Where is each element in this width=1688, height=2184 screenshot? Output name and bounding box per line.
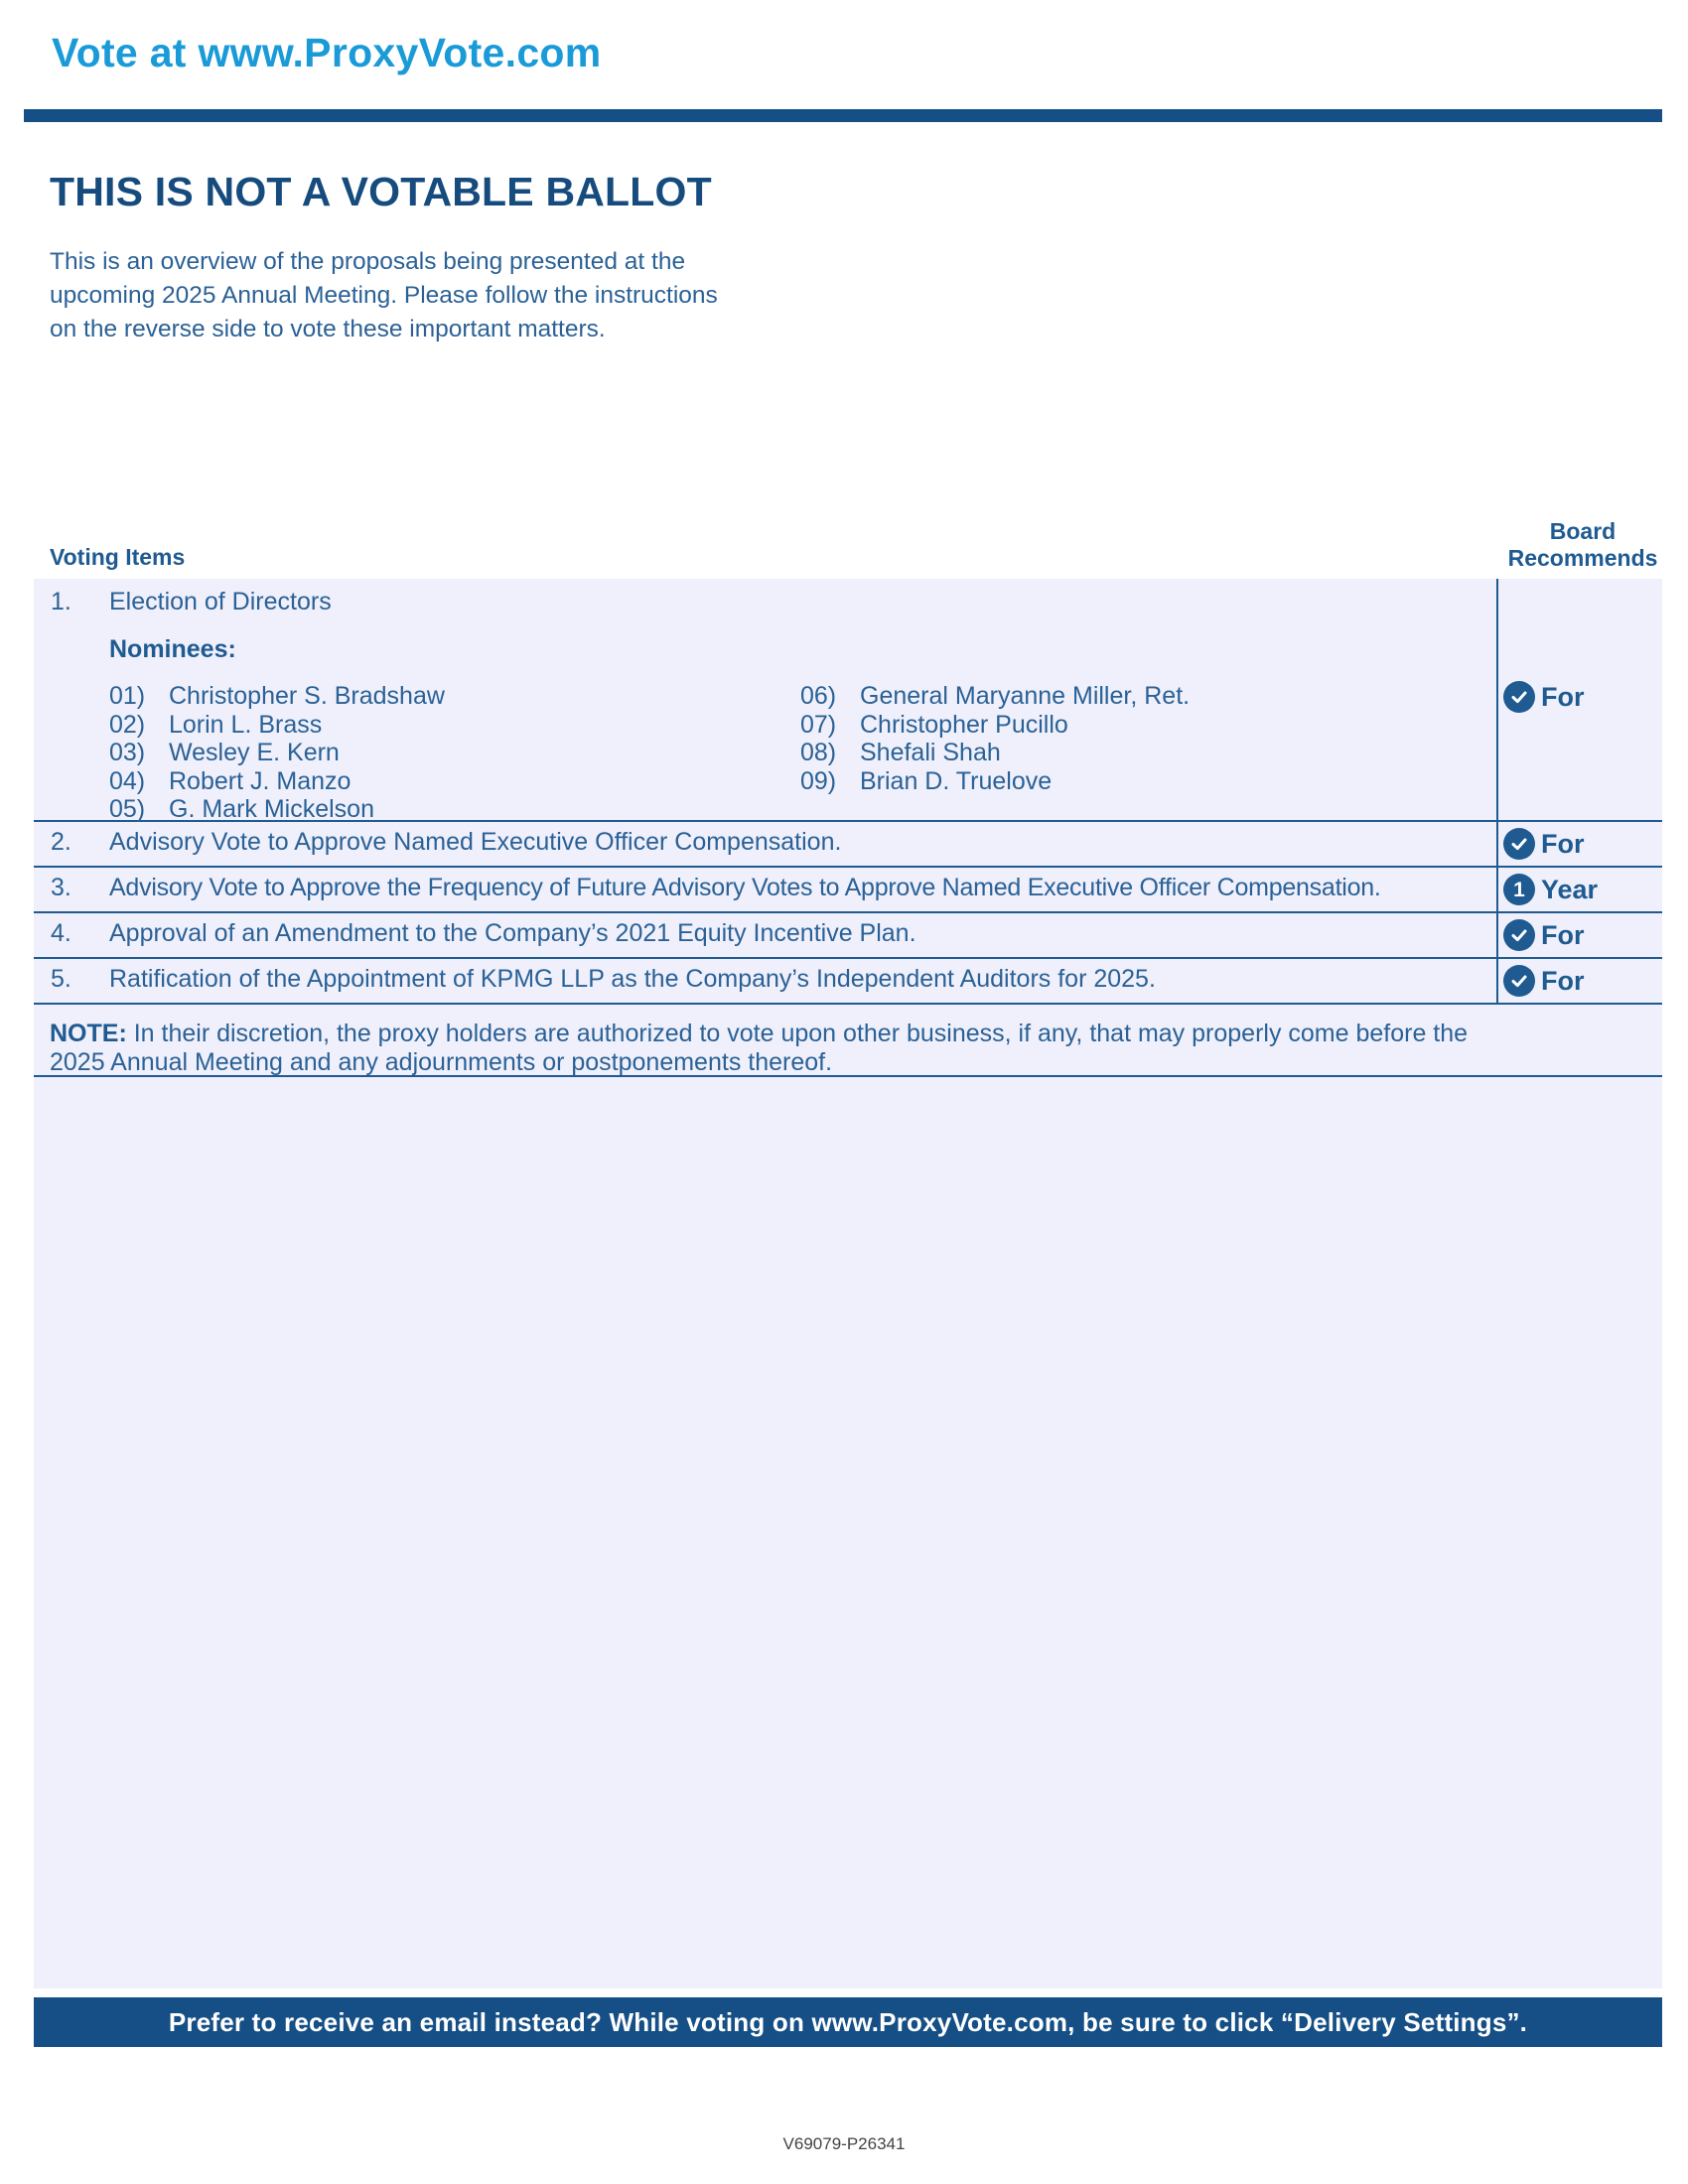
item-text: Election of Directors xyxy=(109,588,332,615)
item-number: 5. xyxy=(51,965,71,993)
nominee xyxy=(800,711,1190,740)
intro-paragraph xyxy=(50,245,824,346)
delivery-settings-banner xyxy=(34,1997,1662,2047)
nominees-list-left xyxy=(109,682,445,824)
nominee-number: 09) xyxy=(800,766,837,795)
nominee-name: Christopher S. Bradshaw xyxy=(169,682,445,710)
column-divider xyxy=(1496,913,1498,957)
note-paragraph xyxy=(50,1020,1509,1077)
nominee xyxy=(109,767,445,796)
voting-item-row-1 xyxy=(34,579,1662,822)
nominee-number: 01) xyxy=(109,682,146,710)
board-recommendation xyxy=(1503,919,1585,951)
voting-items-header: Voting Items xyxy=(50,544,186,570)
number-one-circle-icon: 1 xyxy=(1503,874,1535,905)
voting-items-table xyxy=(34,579,1662,1988)
nominees-list-right xyxy=(800,682,1190,795)
voting-item-row-2 xyxy=(34,822,1662,868)
nominee-name: Robert J. Manzo xyxy=(169,766,352,795)
board-recommendation xyxy=(1503,874,1598,905)
recommendation-text: Year xyxy=(1541,874,1599,904)
item-text: Ratification of the Appointment of KPMG LLP as the Company’s Independent Auditors for 2025. xyxy=(109,965,1156,993)
nominee-name: Shefali Shah xyxy=(860,739,1001,767)
item-number: 2. xyxy=(51,828,71,856)
nominee xyxy=(800,739,1190,767)
document-code: V69079-P26341 xyxy=(782,2134,906,2153)
board-recommendation xyxy=(1503,965,1585,997)
nominee-number: 03) xyxy=(109,739,146,767)
nominee-number: 05) xyxy=(109,795,146,824)
nominee xyxy=(800,767,1190,796)
nominee-number: 04) xyxy=(109,766,146,795)
column-divider xyxy=(1496,822,1498,866)
item-number: 1. xyxy=(51,588,71,615)
note-label: NOTE: xyxy=(50,1020,127,1047)
nominee-name: Wesley E. Kern xyxy=(169,739,340,767)
recommendation-text: For xyxy=(1541,919,1585,950)
recommendation-text: For xyxy=(1541,681,1585,712)
nominee xyxy=(109,795,445,824)
header-rule xyxy=(24,109,1662,122)
item-text: Advisory Vote to Approve Named Executive Officer Compensation. xyxy=(109,828,842,856)
board-recommends-header xyxy=(1493,518,1672,572)
nominee-name: Lorin L. Brass xyxy=(169,710,323,739)
voting-item-row-4 xyxy=(34,913,1662,959)
board-recommends-line: Recommends xyxy=(1507,545,1658,571)
voting-item-row-3 xyxy=(34,868,1662,913)
item-text: Advisory Vote to Approve the Frequency of Future Advisory Votes to Approve Named Executive Officer Compensation. xyxy=(109,874,1381,901)
recommendation-text: For xyxy=(1541,828,1585,859)
check-circle-icon xyxy=(1503,828,1535,860)
nominee-number: 08) xyxy=(800,739,837,767)
voting-item-row-5 xyxy=(34,959,1662,1005)
intro-line: upcoming 2025 Annual Meeting. Please follow the instructions xyxy=(50,282,718,309)
vote-link-heading: Vote at www.ProxyVote.com xyxy=(52,30,602,75)
column-divider xyxy=(1496,959,1498,1003)
item-text: Approval of an Amendment to the Company’s 2021 Equity Incentive Plan. xyxy=(109,919,916,947)
nominee-name: Brian D. Truelove xyxy=(860,766,1053,795)
nominee-name: G. Mark Mickelson xyxy=(169,795,374,824)
check-circle-icon xyxy=(1503,681,1535,713)
nominee-number: 06) xyxy=(800,682,837,710)
board-recommendation xyxy=(1503,828,1585,860)
nominee xyxy=(109,711,445,740)
recommendation-text: For xyxy=(1541,965,1585,996)
board-recommendation xyxy=(1503,681,1585,713)
column-divider xyxy=(1496,579,1498,820)
check-circle-icon xyxy=(1503,919,1535,951)
nominee-name: Christopher Pucillo xyxy=(860,710,1068,739)
nominee xyxy=(109,682,445,711)
item-number: 4. xyxy=(51,919,71,947)
check-circle-icon xyxy=(1503,965,1535,997)
nominee xyxy=(109,739,445,767)
board-recommends-line: Board xyxy=(1549,518,1617,544)
note-bottom-rule xyxy=(34,1075,1662,1077)
banner-text: Prefer to receive an email instead? While voting on www.ProxyVote.com, be sure to click “Delivery Settings”. xyxy=(168,2006,1528,2037)
nominees-label: Nominees: xyxy=(109,635,236,663)
item-number: 3. xyxy=(51,874,71,901)
note-text: In their discretion, the proxy holders are authorized to vote upon other business, if any, that may properly come before the 2025 Annual Meeting and any adjournments or postponements thereof. xyxy=(50,1020,1469,1076)
column-divider xyxy=(1496,868,1498,911)
intro-line: This is an overview of the proposals being presented at the xyxy=(50,248,686,275)
nominee-name: General Maryanne Miller, Ret. xyxy=(860,682,1191,710)
intro-line: on the reverse side to vote these important matters. xyxy=(50,316,606,342)
nominee xyxy=(800,682,1190,711)
nominee-number: 07) xyxy=(800,710,837,739)
page-title: THIS IS NOT A VOTABLE BALLOT xyxy=(50,169,712,214)
nominee-number: 02) xyxy=(109,710,146,739)
